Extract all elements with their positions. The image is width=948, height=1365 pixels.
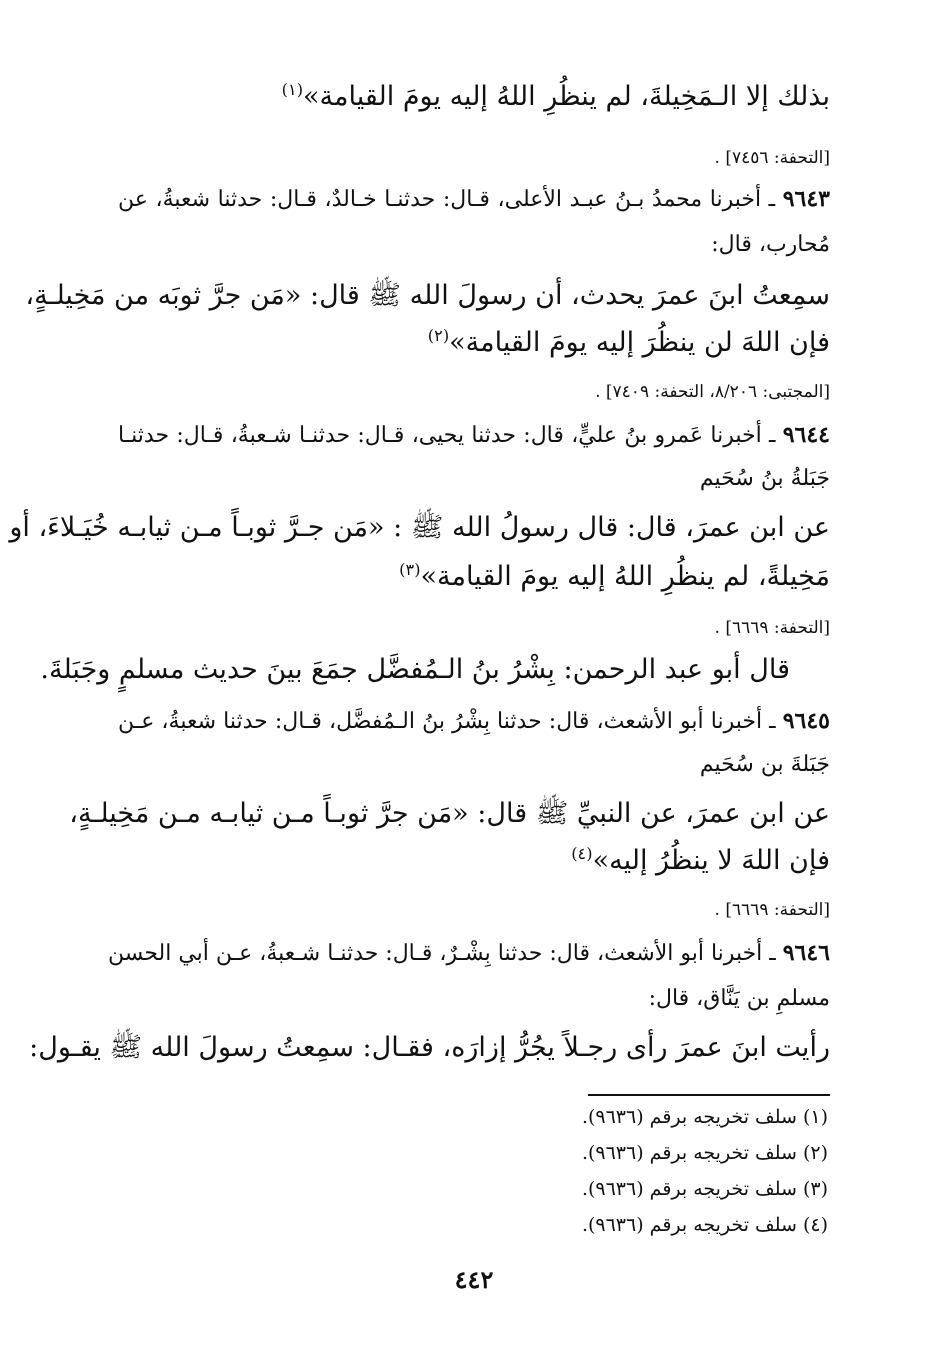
page-number: ٤٤٢ xyxy=(454,1265,494,1294)
isnad-text: ـ أخبرنا أبو الأشعث، قال: حدثنا بِشْرُ بنُ الـمُفضَّل، قـال: حدثنا شعبةُ، عـن xyxy=(118,709,783,734)
footnote-1: (١) سلف تخريجه برقم (٩٦٣٦). xyxy=(581,1106,828,1128)
isnad-line-9645 xyxy=(118,708,830,734)
matn-text: فإن اللهَ لن ينظُرَ إليه يومَ القيامة» xyxy=(449,327,830,358)
reference-line: [التحفة: ٦٦٦٩] . xyxy=(714,900,830,920)
reference-line: [التحفة: ٦٦٦٩] . xyxy=(714,618,830,638)
matn-line-9645: عن ابن عمرَ، عن النبيِّ ﷺ قال: «مَن جرَّ ثوبـاً مـن ثيابـه مـن مَخِيلـةٍ، xyxy=(69,798,830,829)
reference-line: [التحفة: ٧٤٥٦] . xyxy=(714,148,830,168)
matn-text: مَخِيلةً، لم ينظُرِ اللهُ إليه يومَ القيامة» xyxy=(420,561,830,592)
footnote-2: (٢) سلف تخريجه برقم (٩٦٣٦). xyxy=(581,1142,828,1164)
footnote-marker: (١) xyxy=(281,80,304,99)
hadith-number: ٩٦٤٦ xyxy=(782,940,830,966)
isnad-line-9644 xyxy=(118,422,830,448)
matn-text: فإن اللهَ لا ينظُرُ إليه» xyxy=(592,845,830,876)
matn-line-9643: سمِعتُ ابنَ عمرَ يحدث، أن رسولَ الله ﷺ قال: «مَن جرَّ ثوبَه من مَخِيلـةٍ، xyxy=(25,280,830,311)
isnad-text: ـ أخبرنا محمدُ بـنُ عبـد الأعلى، قـال: حدثنـا خـالدٌ، قـال: حدثنا شعبةُ، عن xyxy=(118,187,783,212)
footnote-3: (٣) سلف تخريجه برقم (٩٦٣٦). xyxy=(581,1178,828,1200)
author-remark: قال أبو عبد الرحمن: بِشْرُ بنُ الـمُفضَّل جمَعَ بينَ حديث مسلمٍ وجَبَلةَ. xyxy=(40,654,790,685)
footnote-marker: (٢) xyxy=(427,326,450,345)
isnad-text: ـ أخبرنا أبو الأشعث، قال: حدثنا بِشْـرٌ، قـال: حدثنـا شـعبةُ، عـن أبي الحسن xyxy=(107,941,783,966)
footnote-marker: (٤) xyxy=(571,844,593,863)
footnote-marker: (٣) xyxy=(399,560,421,579)
matn-line xyxy=(282,80,830,112)
isnad-line-9643-cont: مُحارب، قال: xyxy=(711,232,830,257)
isnad-line-9644-cont: جَبَلةُ بنُ سُحَيم xyxy=(699,466,830,491)
matn-line-9646: رأيت ابنَ عمرَ رأى رجـلاً يجُرُّ إزارَه، فقـال: سمِعتُ رسولَ الله ﷺ يقـول: xyxy=(29,1032,830,1063)
footnote-4: (٤) سلف تخريجه برقم (٩٦٣٦). xyxy=(581,1214,828,1236)
matn-line-9643-cont xyxy=(428,326,830,358)
isnad-line-9645-cont: جَبَلةَ بن سُحَيم xyxy=(699,752,830,777)
footnote-separator xyxy=(588,1094,830,1096)
isnad-line-9646-cont: مسلمِ بن يَنَّاق، قال: xyxy=(648,986,830,1011)
isnad-text: ـ أخبرنا عَمرو بنُ عليٍّ، قال: حدثنا يحيى، قـال: حدثنـا شـعبةُ، قـال: حدثنـا xyxy=(118,423,783,448)
reference-line: [المجتبى: ٨/٢٠٦، التحفة: ٧٤٠٩] . xyxy=(595,382,830,402)
matn-line-9644: عن ابن عمرَ، قال: قال رسولُ الله ﷺ : «مَن جـرَّ ثوبـاً مـن ثيابـه خُيَـلاءَ، أو xyxy=(9,512,830,543)
hadith-number: ٩٦٤٤ xyxy=(782,422,830,448)
hadith-number: ٩٦٤٣ xyxy=(782,186,830,212)
matn-line-9644-cont xyxy=(399,560,830,592)
isnad-line-9643 xyxy=(118,186,830,212)
hadith-number: ٩٦٤٥ xyxy=(782,708,830,734)
isnad-line-9646 xyxy=(107,940,830,966)
matn-line-9645-cont xyxy=(571,844,830,876)
matn-text: بذلك إلا الـمَخِيلةَ، لم ينظُرِ اللهُ إليه يومَ القيامة» xyxy=(303,81,830,112)
